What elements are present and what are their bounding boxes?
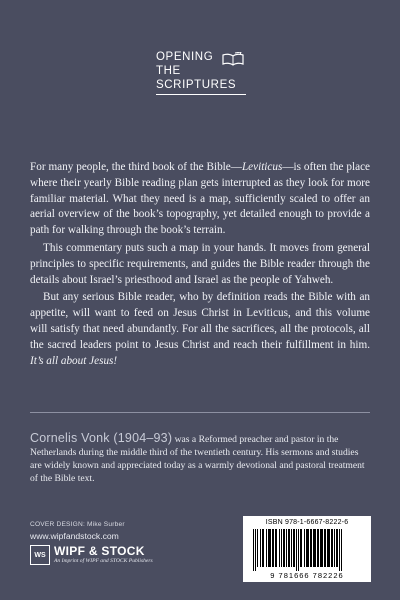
publisher-tagline: An Imprint of WIPF and STOCK Publishers xyxy=(54,558,153,564)
barcode-bar xyxy=(255,529,256,571)
isbn-barcode xyxy=(243,516,371,582)
series-line-3: SCRIPTURES xyxy=(156,79,237,91)
barcode-bar xyxy=(306,529,309,567)
blurb-p3-tagline: It’s all about Jesus! xyxy=(30,354,118,367)
blurb-paragraph-2: This commentary puts such a map in your hands. It moves from general principles to specific requirements, and guides the Bible reader through the details about Israel’s priesthood and Israel as the people of Yahweh. xyxy=(30,241,370,286)
barcode-digits: 9 781666 782226 xyxy=(270,571,344,580)
barcode-bar xyxy=(266,529,267,567)
publisher-website: www.wipfandstock.com xyxy=(30,531,119,541)
series-line-2: THE xyxy=(156,65,181,77)
barcode-bar xyxy=(272,529,274,567)
barcode-bar xyxy=(336,529,338,567)
isbn-number: ISBN 978-1-6667-8222-6 xyxy=(265,519,349,526)
barcode-bar xyxy=(268,529,271,567)
blurb-p1-start: For many people, the third book of the Bible— xyxy=(30,161,242,173)
cover-design-credit: COVER DESIGN: Mike Surber xyxy=(30,521,125,528)
barcode-bar xyxy=(339,529,340,571)
barcode-bar xyxy=(296,529,297,571)
barcode-bar xyxy=(275,529,277,567)
barcode-bar xyxy=(300,529,302,567)
barcode-bar xyxy=(262,529,264,567)
barcode-bar xyxy=(324,529,326,567)
barcode-bar xyxy=(327,529,330,567)
barcode-bar xyxy=(298,529,299,571)
section-divider xyxy=(30,412,370,413)
blurb-paragraph-1 xyxy=(30,160,370,239)
author-bio xyxy=(30,432,370,485)
barcode-bar xyxy=(293,529,295,567)
barcode-bar xyxy=(331,529,333,567)
barcode-bar xyxy=(253,529,254,571)
author-name: Cornelis Vonk (1904–93) xyxy=(30,431,173,445)
barcode-bar xyxy=(334,529,335,567)
barcode-bar xyxy=(320,529,323,567)
blurb-p1-end: —is often the place where their yearly Bible reading plan gets interrupted as they look for more familiar material. What they need is a map, sufficiently scaled to offer an aerial overview of the book’s topography, yet detailed enough to provide a path for walking through the book’s terrain. xyxy=(30,161,370,237)
barcode-icon xyxy=(251,529,363,571)
publisher-mark-icon: WS xyxy=(30,545,50,565)
publisher-name: WIPF & STOCK xyxy=(54,544,145,558)
author-bio-text: was a Reformed preacher and pastor in the Netherlands during the middle third of the twentieth century. His sermons and studies are widely known and appreciated today as a warmly devotional and pastoral treatment of the Bible text. xyxy=(30,434,365,484)
barcode-bar xyxy=(313,529,316,567)
barcode-bar xyxy=(283,529,285,567)
barcode-bar xyxy=(304,529,305,567)
blurb-p3-text: But any serious Bible reader, who by definition reads the Bible with an appetite, will want to feed on Jesus Christ in Leviticus, and this volume will satisfy that need abundantly. For all the sacrifices, all the protocols, all the sacred leaders point to Jesus Christ and reach their fulfillment in him. xyxy=(30,291,370,351)
blurb-paragraph-3 xyxy=(30,290,370,369)
barcode-bar xyxy=(288,529,290,567)
barcode-bar xyxy=(291,529,292,567)
barcode-bar xyxy=(260,529,261,567)
barcode-bar xyxy=(317,529,319,567)
publisher-logo xyxy=(30,545,180,565)
series-underline xyxy=(156,94,246,95)
barcode-bar xyxy=(281,529,282,567)
blurb-p1-book-title: Leviticus xyxy=(241,161,283,173)
barcode-bar xyxy=(279,529,280,567)
description-blurb xyxy=(30,160,370,369)
barcode-bar xyxy=(310,529,312,567)
open-book-icon xyxy=(222,52,244,66)
barcode-bar xyxy=(257,529,258,567)
barcode-bar xyxy=(286,529,287,567)
series-logo xyxy=(156,50,276,92)
series-line-1: OPENING xyxy=(156,51,214,63)
barcode-bar xyxy=(341,529,342,571)
